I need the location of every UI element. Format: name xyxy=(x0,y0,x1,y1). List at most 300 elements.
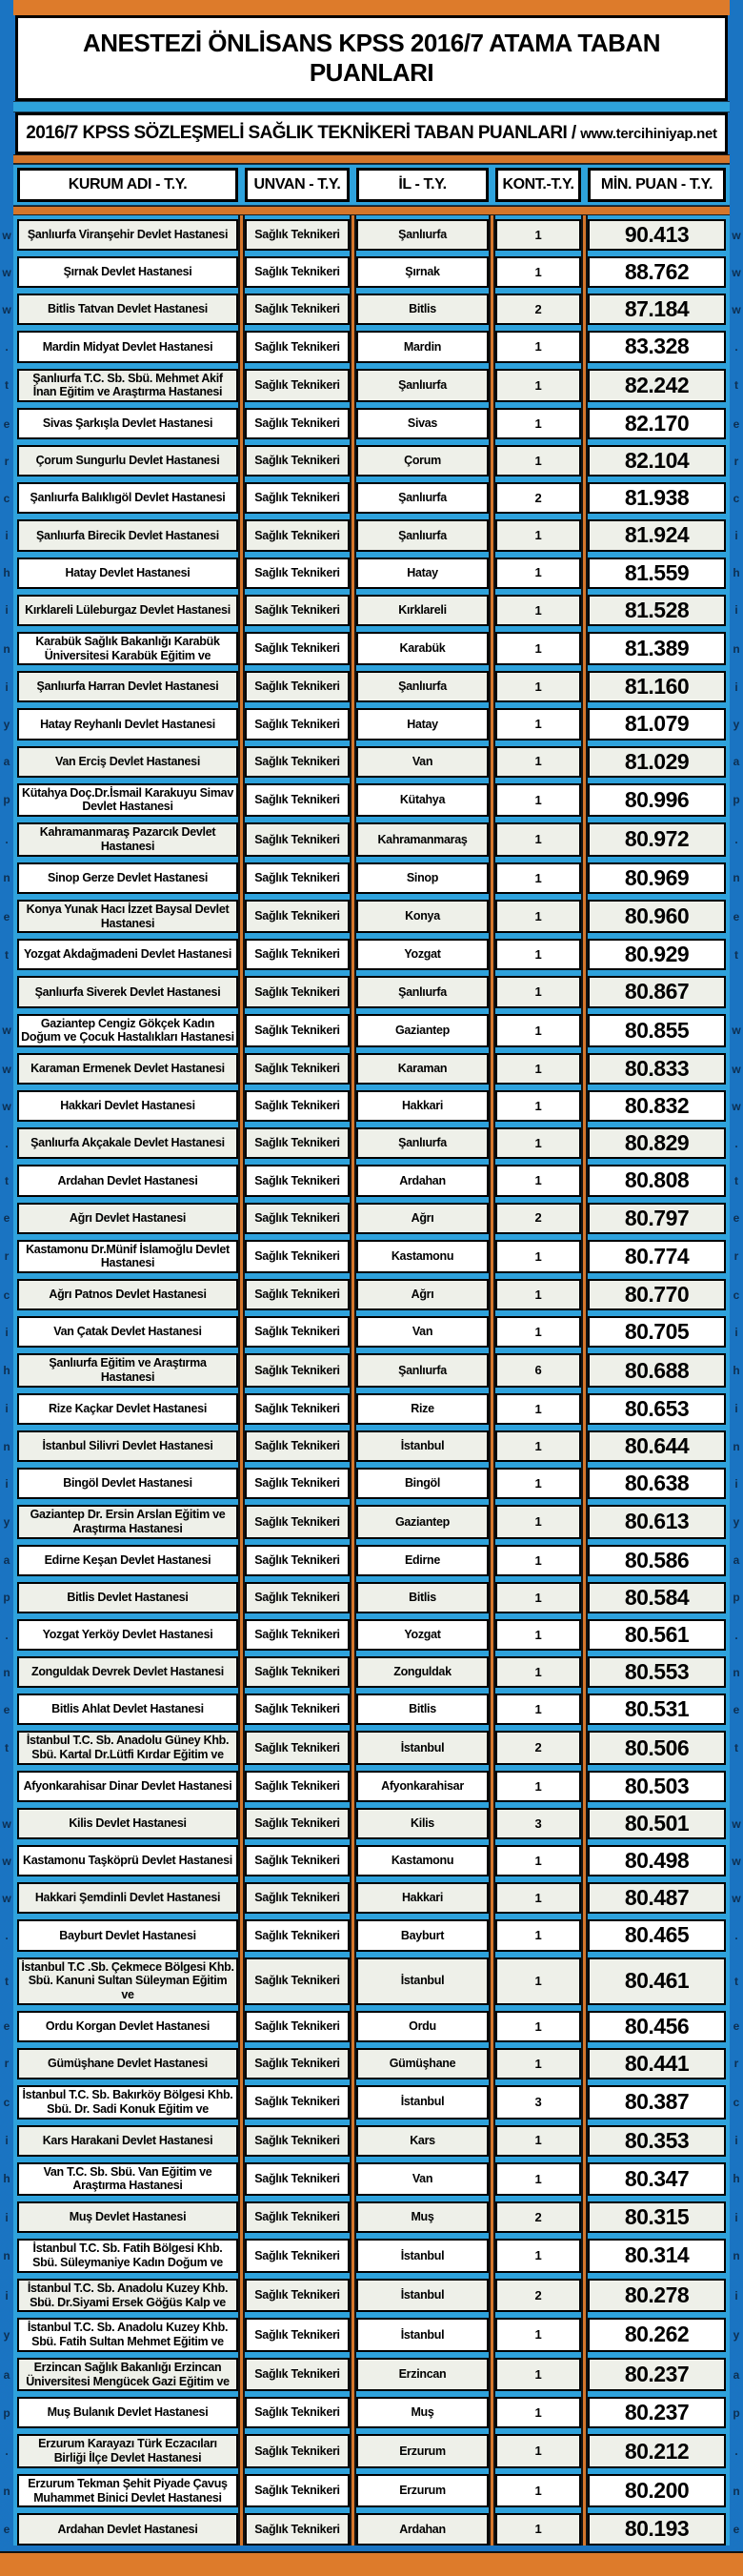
cell-kurum-adi: Şanlıurfa Harran Devlet Hastanesi xyxy=(17,671,238,702)
cell-kurum-adi: Afyonkarahisar Dinar Devlet Hastanesi xyxy=(17,1771,238,1802)
cell-unvan: Sağlık Teknikeri xyxy=(245,2513,350,2545)
cell-il: İstanbul xyxy=(356,1957,489,2005)
cell-min-puan: 80.653 xyxy=(588,1393,726,1425)
watermark-letter: i xyxy=(5,2288,9,2302)
cell-kontenjan: 1 xyxy=(495,219,581,251)
cell-unvan: Sağlık Teknikeri xyxy=(245,1919,350,1951)
watermark-letter: h xyxy=(733,1364,740,1378)
watermark-letter: y xyxy=(733,717,740,731)
watermark-letter: a xyxy=(3,755,10,769)
watermark-letter: . xyxy=(5,339,9,354)
watermark-letter: n xyxy=(3,2484,10,2498)
cell-unvan: Sağlık Teknikeri xyxy=(245,1316,350,1348)
cell-kurum-adi: Gümüşhane Devlet Hastanesi xyxy=(17,2048,238,2079)
cell-kontenjan: 1 xyxy=(495,1619,581,1651)
site-url: www.tercihiniyap.net xyxy=(580,126,717,142)
watermark-letter: n xyxy=(733,1665,740,1679)
table-row xyxy=(3,2397,740,2428)
cell-kurum-adi: Bayburt Devlet Hastanesi xyxy=(17,1919,238,1951)
cell-kontenjan: 1 xyxy=(495,1127,581,1159)
cell-kurum-adi: Bitlis Devlet Hastanesi xyxy=(17,1582,238,1613)
cell-il: Kastamonu xyxy=(356,1845,489,1876)
cell-il: Bingöl xyxy=(356,1468,489,1499)
cell-kontenjan: 1 xyxy=(495,519,581,551)
cell-kontenjan: 1 xyxy=(495,2397,581,2428)
watermark-letter: . xyxy=(734,832,738,846)
cell-il: Edirne xyxy=(356,1545,489,1576)
table-row xyxy=(17,976,726,1007)
watermark-letter: c xyxy=(3,491,10,505)
cell-il: Şanlıurfa xyxy=(356,1127,489,1159)
cell-kontenjan: 1 xyxy=(495,862,581,894)
table-row xyxy=(3,1545,740,1576)
cell-il: Şırnak xyxy=(356,256,489,288)
watermark-letter: r xyxy=(4,454,10,468)
cell-unvan: Sağlık Teknikeri xyxy=(245,445,350,477)
table-row xyxy=(3,1203,740,1234)
cell-kurum-adi: Sinop Gerze Devlet Hastanesi xyxy=(17,862,238,894)
cell-min-puan: 88.762 xyxy=(588,256,726,288)
table-row xyxy=(17,1771,726,1802)
cell-min-puan: 80.960 xyxy=(588,900,726,934)
cell-min-puan: 80.501 xyxy=(588,1808,726,1839)
cell-min-puan: 80.833 xyxy=(588,1053,726,1085)
watermark-letter: n xyxy=(733,1439,740,1453)
watermark-letter: h xyxy=(3,566,10,580)
cell-kurum-adi: Şanlıurfa Eğitim ve Araştırma Hastanesi xyxy=(17,1353,238,1388)
watermark-letter: e xyxy=(733,2522,740,2536)
cell-unvan: Sağlık Teknikeri xyxy=(245,1353,350,1388)
table-row xyxy=(3,408,740,439)
cell-kurum-adi: Konya Yunak Hacı İzzet Baysal Devlet Hastanesi xyxy=(17,900,238,934)
watermark-letter: i xyxy=(5,528,9,542)
table-row xyxy=(3,1582,740,1613)
cell-kontenjan: 1 xyxy=(495,632,581,666)
cell-il: Gaziantep xyxy=(356,1505,489,1539)
cell-unvan: Sağlık Teknikeri xyxy=(245,976,350,1007)
cell-kurum-adi: Kars Harakani Devlet Hastanesi xyxy=(17,2125,238,2157)
table-row xyxy=(2,1014,741,1048)
table-row xyxy=(5,2279,738,2313)
cell-kurum-adi: Hatay Reyhanlı Devlet Hastanesi xyxy=(17,708,238,740)
cell-min-puan: 81.029 xyxy=(588,746,726,778)
watermark-letter: . xyxy=(5,1928,9,1942)
watermark-letter: r xyxy=(4,2057,10,2071)
watermark-letter: w xyxy=(2,1816,11,1831)
cell-il: Gaziantep xyxy=(356,1014,489,1048)
cell-min-puan: 80.465 xyxy=(588,1919,726,1951)
table-row xyxy=(3,862,740,894)
cell-kurum-adi: Erzurum Tekman Şehit Piyade Çavuş Muhammet Binici Devlet Hastanesi xyxy=(17,2474,238,2508)
cell-il: Kırklareli xyxy=(356,595,489,626)
cell-kurum-adi: Gaziantep Dr. Ersin Arslan Eğitim ve Araştırma Hastanesi xyxy=(17,1505,238,1539)
watermark-letter: c xyxy=(3,1288,10,1302)
watermark-letter: i xyxy=(734,2210,738,2224)
watermark-letter: a xyxy=(3,2367,10,2382)
cell-il: İstanbul xyxy=(356,2085,489,2120)
cell-kurum-adi: Ardahan Devlet Hastanesi xyxy=(17,1165,238,1196)
watermark-letter: i xyxy=(5,1325,9,1339)
cell-kontenjan: 3 xyxy=(495,2085,581,2120)
watermark-letter: . xyxy=(5,832,9,846)
watermark-letter: i xyxy=(734,679,738,694)
cell-kurum-adi: Hatay Devlet Hastanesi xyxy=(17,558,238,589)
watermark-letter: w xyxy=(732,1062,741,1076)
watermark-letter: t xyxy=(734,1173,738,1187)
cell-kurum-adi: Sivas Şarkışla Devlet Hastanesi xyxy=(17,408,238,439)
watermark-letter: n xyxy=(733,2249,740,2262)
cell-unvan: Sağlık Teknikeri xyxy=(245,2279,350,2313)
cell-unvan: Sağlık Teknikeri xyxy=(245,369,350,403)
cell-il: Bitlis xyxy=(356,294,489,325)
cell-kontenjan: 1 xyxy=(495,2358,581,2392)
watermark-letter: n xyxy=(3,641,10,656)
cell-unvan: Sağlık Teknikeri xyxy=(245,632,350,666)
cell-kurum-adi: Van Erciş Devlet Hastanesi xyxy=(17,746,238,778)
cell-kontenjan: 1 xyxy=(495,2513,581,2545)
cell-kontenjan: 1 xyxy=(495,1393,581,1425)
page-title-text: ANESTEZİ ÖNLİSANS KPSS 2016/7 ATAMA TABAN PUANLARI xyxy=(83,29,660,87)
watermark-letter: n xyxy=(733,2484,740,2498)
cell-il: Kütahya xyxy=(356,783,489,818)
cell-min-puan: 81.924 xyxy=(588,519,726,551)
cell-il: Sivas xyxy=(356,408,489,439)
cell-kurum-adi: Şırnak Devlet Hastanesi xyxy=(17,256,238,288)
cell-kontenjan: 1 xyxy=(495,2239,581,2273)
table-row xyxy=(3,2513,740,2545)
cell-min-puan: 87.184 xyxy=(588,294,726,325)
cell-min-puan: 80.829 xyxy=(588,1127,726,1159)
cell-il: Muş xyxy=(356,2201,489,2233)
cell-min-puan: 80.353 xyxy=(588,2125,726,2157)
cell-unvan: Sağlık Teknikeri xyxy=(245,746,350,778)
cell-unvan: Sağlık Teknikeri xyxy=(245,900,350,934)
cell-kurum-adi: Ardahan Devlet Hastanesi xyxy=(17,2513,238,2545)
watermark-letter: w xyxy=(2,265,11,279)
watermark-letter: n xyxy=(733,871,740,885)
cell-min-puan: 80.314 xyxy=(588,2239,726,2273)
watermark-letter: i xyxy=(734,2134,738,2148)
cell-min-puan: 80.262 xyxy=(588,2318,726,2352)
orange-separator-bottom xyxy=(13,206,730,215)
cell-kontenjan: 1 xyxy=(495,408,581,439)
cell-il: Kahramanmaraş xyxy=(356,822,489,857)
cell-il: Şanlıurfa xyxy=(356,219,489,251)
watermark-letter: w xyxy=(2,1062,11,1076)
cell-unvan: Sağlık Teknikeri xyxy=(245,1882,350,1914)
cell-min-puan: 82.104 xyxy=(588,445,726,477)
watermark-letter: . xyxy=(734,1628,738,1642)
watermark-letter: i xyxy=(734,603,738,618)
table-row xyxy=(3,2474,740,2508)
watermark-letter: a xyxy=(733,2367,740,2382)
watermark-letter: t xyxy=(734,378,738,393)
table-row xyxy=(4,445,739,477)
cell-kurum-adi: Bitlis Ahlat Devlet Hastanesi xyxy=(17,1694,238,1725)
cell-min-puan: 81.160 xyxy=(588,671,726,702)
watermark-letter: y xyxy=(733,1515,740,1529)
watermark-letter: w xyxy=(732,1816,741,1831)
cell-il: Van xyxy=(356,746,489,778)
cell-min-puan: 80.688 xyxy=(588,1353,726,1388)
cell-kontenjan: 1 xyxy=(495,1430,581,1462)
watermark-letter: c xyxy=(733,491,740,505)
watermark-letter: e xyxy=(733,2019,740,2034)
table-body xyxy=(2,215,741,2546)
cell-kurum-adi: Rize Kaçkar Devlet Hastanesi xyxy=(17,1393,238,1425)
cell-unvan: Sağlık Teknikeri xyxy=(245,671,350,702)
cell-kontenjan: 1 xyxy=(495,1505,581,1539)
watermark-letter: w xyxy=(2,228,11,242)
table-row xyxy=(5,1127,738,1159)
cell-unvan: Sağlık Teknikeri xyxy=(245,2125,350,2157)
cell-min-puan: 80.456 xyxy=(588,2011,726,2042)
cell-il: Ordu xyxy=(356,2011,489,2042)
cell-kurum-adi: Van T.C. Sb. Sbü. Van Eğitim ve Araştırma Hastanesi xyxy=(17,2162,238,2197)
table-row xyxy=(5,1393,738,1425)
table-row xyxy=(2,294,741,325)
cell-min-puan: 80.774 xyxy=(588,1240,726,1274)
cell-min-puan: 80.855 xyxy=(588,1014,726,1048)
cell-il: Karaman xyxy=(356,1053,489,1085)
page-subtitle xyxy=(15,112,728,154)
table-row xyxy=(5,519,738,551)
cell-kurum-adi: Kastamonu Dr.Münif İslamoğlu Devlet Hastanesi xyxy=(17,1240,238,1274)
cell-il: İstanbul xyxy=(356,2279,489,2313)
table-row xyxy=(3,632,740,666)
cell-min-puan: 82.170 xyxy=(588,408,726,439)
cell-unvan: Sağlık Teknikeri xyxy=(245,1430,350,1462)
watermark-letter: p xyxy=(3,793,10,807)
cell-min-puan: 80.278 xyxy=(588,2279,726,2313)
cell-unvan: Sağlık Teknikeri xyxy=(245,1582,350,1613)
watermark-letter: w xyxy=(2,1099,11,1113)
watermark-letter: w xyxy=(2,1854,11,1868)
cell-kontenjan: 1 xyxy=(495,1053,581,1085)
cell-il: Afyonkarahisar xyxy=(356,1771,489,1802)
cell-kontenjan: 1 xyxy=(495,783,581,818)
table-row xyxy=(5,1316,738,1348)
cell-kurum-adi: Şanlıurfa Balıklıgöl Devlet Hastanesi xyxy=(17,482,238,514)
cell-unvan: Sağlık Teknikeri xyxy=(245,2085,350,2120)
cell-kontenjan: 6 xyxy=(495,1353,581,1388)
table-row xyxy=(2,1845,741,1876)
watermark-letter: t xyxy=(5,378,9,393)
cell-il: Kars xyxy=(356,2125,489,2157)
cell-kurum-adi: Bitlis Tatvan Devlet Hastanesi xyxy=(17,294,238,325)
cell-unvan: Sağlık Teknikeri xyxy=(245,1240,350,1274)
table-header-row xyxy=(13,164,730,206)
cell-kontenjan: 3 xyxy=(495,1808,581,1839)
cell-kontenjan: 1 xyxy=(495,1694,581,1725)
header-kurum-adi: KURUM ADI - T.Y. xyxy=(17,168,238,202)
cell-min-puan: 80.553 xyxy=(588,1656,726,1688)
cell-il: Bitlis xyxy=(356,1582,489,1613)
cell-il: Kilis xyxy=(356,1808,489,1839)
watermark-letter: i xyxy=(5,2134,9,2148)
bottom-orange-band xyxy=(0,2551,743,2576)
watermark-letter: y xyxy=(3,717,10,731)
table-row xyxy=(3,900,740,934)
cell-unvan: Sağlık Teknikeri xyxy=(245,558,350,589)
table-row xyxy=(2,1882,741,1914)
watermark-letter: t xyxy=(5,1741,9,1755)
watermark-letter: p xyxy=(733,793,740,807)
watermark-letter: r xyxy=(733,454,739,468)
cell-kurum-adi: İstanbul Silivri Devlet Hastanesi xyxy=(17,1430,238,1462)
cell-min-puan: 80.441 xyxy=(588,2048,726,2079)
watermark-letter: y xyxy=(733,2328,740,2342)
cell-il: Erzurum xyxy=(356,2434,489,2468)
watermark-letter: i xyxy=(5,2210,9,2224)
header-kont: KONT.-T.Y. xyxy=(495,168,581,202)
cell-min-puan: 80.315 xyxy=(588,2201,726,2233)
cell-unvan: Sağlık Teknikeri xyxy=(245,2011,350,2042)
cell-unvan: Sağlık Teknikeri xyxy=(245,2358,350,2392)
table-row xyxy=(3,482,740,514)
cell-kurum-adi: Şanlıurfa T.C. Sb. Sbü. Mehmet Akif İnan Eğitim ve Araştırma Hastanesi xyxy=(17,369,238,403)
watermark-letter: e xyxy=(733,909,740,923)
cell-il: Hatay xyxy=(356,708,489,740)
watermark-letter: p xyxy=(733,1591,740,1605)
header-min-puan: MİN. PUAN - T.Y. xyxy=(588,168,726,202)
cell-kontenjan: 1 xyxy=(495,1919,581,1951)
cell-unvan: Sağlık Teknikeri xyxy=(245,1957,350,2005)
watermark-letter: . xyxy=(734,2444,738,2459)
cell-min-puan: 81.938 xyxy=(588,482,726,514)
watermark-letter: t xyxy=(5,1974,9,1988)
watermark-letter: h xyxy=(3,1364,10,1378)
cell-min-puan: 80.613 xyxy=(588,1505,726,1539)
cell-il: Hakkari xyxy=(356,1882,489,1914)
cell-unvan: Sağlık Teknikeri xyxy=(245,1014,350,1048)
watermark-letter: p xyxy=(3,1591,10,1605)
cell-min-puan: 80.561 xyxy=(588,1619,726,1651)
table-row xyxy=(3,1694,740,1725)
cell-kurum-adi: Kütahya Doç.Dr.İsmail Karakuyu Simav Devlet Hastanesi xyxy=(17,783,238,818)
cell-kontenjan: 1 xyxy=(495,746,581,778)
watermark-letter: c xyxy=(3,2095,10,2109)
table-row xyxy=(3,558,740,589)
cell-unvan: Sağlık Teknikeri xyxy=(245,408,350,439)
cell-kurum-adi: Muş Devlet Hastanesi xyxy=(17,2201,238,2233)
cell-kontenjan: 1 xyxy=(495,671,581,702)
cell-min-puan: 80.193 xyxy=(588,2513,726,2545)
watermark-letter: n xyxy=(733,641,740,656)
table-row xyxy=(3,1656,740,1688)
watermark-letter: y xyxy=(3,1515,10,1529)
header-unvan: UNVAN - T.Y. xyxy=(245,168,350,202)
cell-unvan: Sağlık Teknikeri xyxy=(245,939,350,970)
cell-il: Zonguldak xyxy=(356,1656,489,1688)
table-row xyxy=(5,1919,738,1951)
cell-il: Sinop xyxy=(356,862,489,894)
cell-unvan: Sağlık Teknikeri xyxy=(245,1127,350,1159)
watermark-letter: i xyxy=(734,528,738,542)
cell-il: İstanbul xyxy=(356,2239,489,2273)
cell-unvan: Sağlık Teknikeri xyxy=(245,1279,350,1310)
cell-min-puan: 80.347 xyxy=(588,2162,726,2197)
cell-min-puan: 80.506 xyxy=(588,1731,726,1765)
cell-min-puan: 80.969 xyxy=(588,862,726,894)
cell-kurum-adi: İstanbul T.C. Sb. Fatih Bölgesi Khb. Sbü. Süleymaniye Kadın Doğum ve xyxy=(17,2239,238,2273)
cell-il: Çorum xyxy=(356,445,489,477)
cell-il: İstanbul xyxy=(356,2318,489,2352)
watermark-letter: t xyxy=(5,947,9,962)
watermark-letter: e xyxy=(733,1211,740,1226)
cell-kurum-adi: Şanlıurfa Viranşehir Devlet Hastanesi xyxy=(17,219,238,251)
cell-min-puan: 80.797 xyxy=(588,1203,726,1234)
cell-il: Ardahan xyxy=(356,2513,489,2545)
cell-kurum-adi: Mardin Midyat Devlet Hastanesi xyxy=(17,331,238,362)
cell-kurum-adi: Çorum Sungurlu Devlet Hastanesi xyxy=(17,445,238,477)
watermark-letter: w xyxy=(732,265,741,279)
cell-unvan: Sağlık Teknikeri xyxy=(245,783,350,818)
cell-il: Bitlis xyxy=(356,1694,489,1725)
cell-kurum-adi: Ordu Korgan Devlet Hastanesi xyxy=(17,2011,238,2042)
table-row xyxy=(5,2125,738,2157)
table-row xyxy=(3,1353,740,1388)
cell-il: Yozgat xyxy=(356,1619,489,1651)
watermark-letter: n xyxy=(3,2249,10,2262)
cell-il: Şanlıurfa xyxy=(356,671,489,702)
watermark-letter: i xyxy=(5,679,9,694)
cell-kurum-adi: Yozgat Yerköy Devlet Hastanesi xyxy=(17,1619,238,1651)
table-row xyxy=(5,1619,738,1651)
cell-kontenjan: 1 xyxy=(495,1240,581,1274)
table-row xyxy=(3,708,740,740)
cell-min-puan: 80.237 xyxy=(588,2397,726,2428)
page-title xyxy=(15,15,728,101)
cell-min-puan: 81.389 xyxy=(588,632,726,666)
cell-unvan: Sağlık Teknikeri xyxy=(245,862,350,894)
cell-kontenjan: 2 xyxy=(495,482,581,514)
cell-unvan: Sağlık Teknikeri xyxy=(245,2397,350,2428)
table-row xyxy=(5,2434,738,2468)
cell-il: Rize xyxy=(356,1393,489,1425)
cell-il: Van xyxy=(356,2162,489,2197)
cell-kurum-adi: Karaman Ermenek Devlet Hastanesi xyxy=(17,1053,238,1085)
cell-il: İstanbul xyxy=(356,1731,489,1765)
table-row xyxy=(2,1053,741,1085)
cell-kontenjan: 1 xyxy=(495,369,581,403)
watermark-letter: r xyxy=(733,2057,739,2071)
watermark-letter: . xyxy=(734,1136,738,1150)
cell-il: Konya xyxy=(356,900,489,934)
cell-min-puan: 80.584 xyxy=(588,1582,726,1613)
cell-kurum-adi: Şanlıurfa Akçakale Devlet Hastanesi xyxy=(17,1127,238,1159)
cell-kurum-adi: Kahramanmaraş Pazarcık Devlet Hastanesi xyxy=(17,822,238,857)
orange-separator-top xyxy=(13,154,730,164)
cell-il: Gümüşhane xyxy=(356,2048,489,2079)
table-row xyxy=(5,1468,738,1499)
cell-kurum-adi: Hakkari Şemdinli Devlet Hastanesi xyxy=(17,1882,238,1914)
table-row xyxy=(5,1957,738,2005)
watermark-letter: e xyxy=(3,1211,10,1226)
cell-unvan: Sağlık Teknikeri xyxy=(245,1694,350,1725)
cell-min-puan: 80.972 xyxy=(588,822,726,857)
cell-min-puan: 81.079 xyxy=(588,708,726,740)
cell-min-puan: 80.638 xyxy=(588,1468,726,1499)
cell-min-puan: 80.929 xyxy=(588,939,726,970)
cell-kurum-adi: Şanlıurfa Birecik Devlet Hastanesi xyxy=(17,519,238,551)
watermark-letter: r xyxy=(733,1249,739,1264)
watermark-letter: w xyxy=(2,1024,11,1038)
watermark-letter: h xyxy=(733,2172,740,2186)
watermark-letter: c xyxy=(733,2095,740,2109)
cell-kontenjan: 1 xyxy=(495,331,581,362)
cell-unvan: Sağlık Teknikeri xyxy=(245,2201,350,2233)
